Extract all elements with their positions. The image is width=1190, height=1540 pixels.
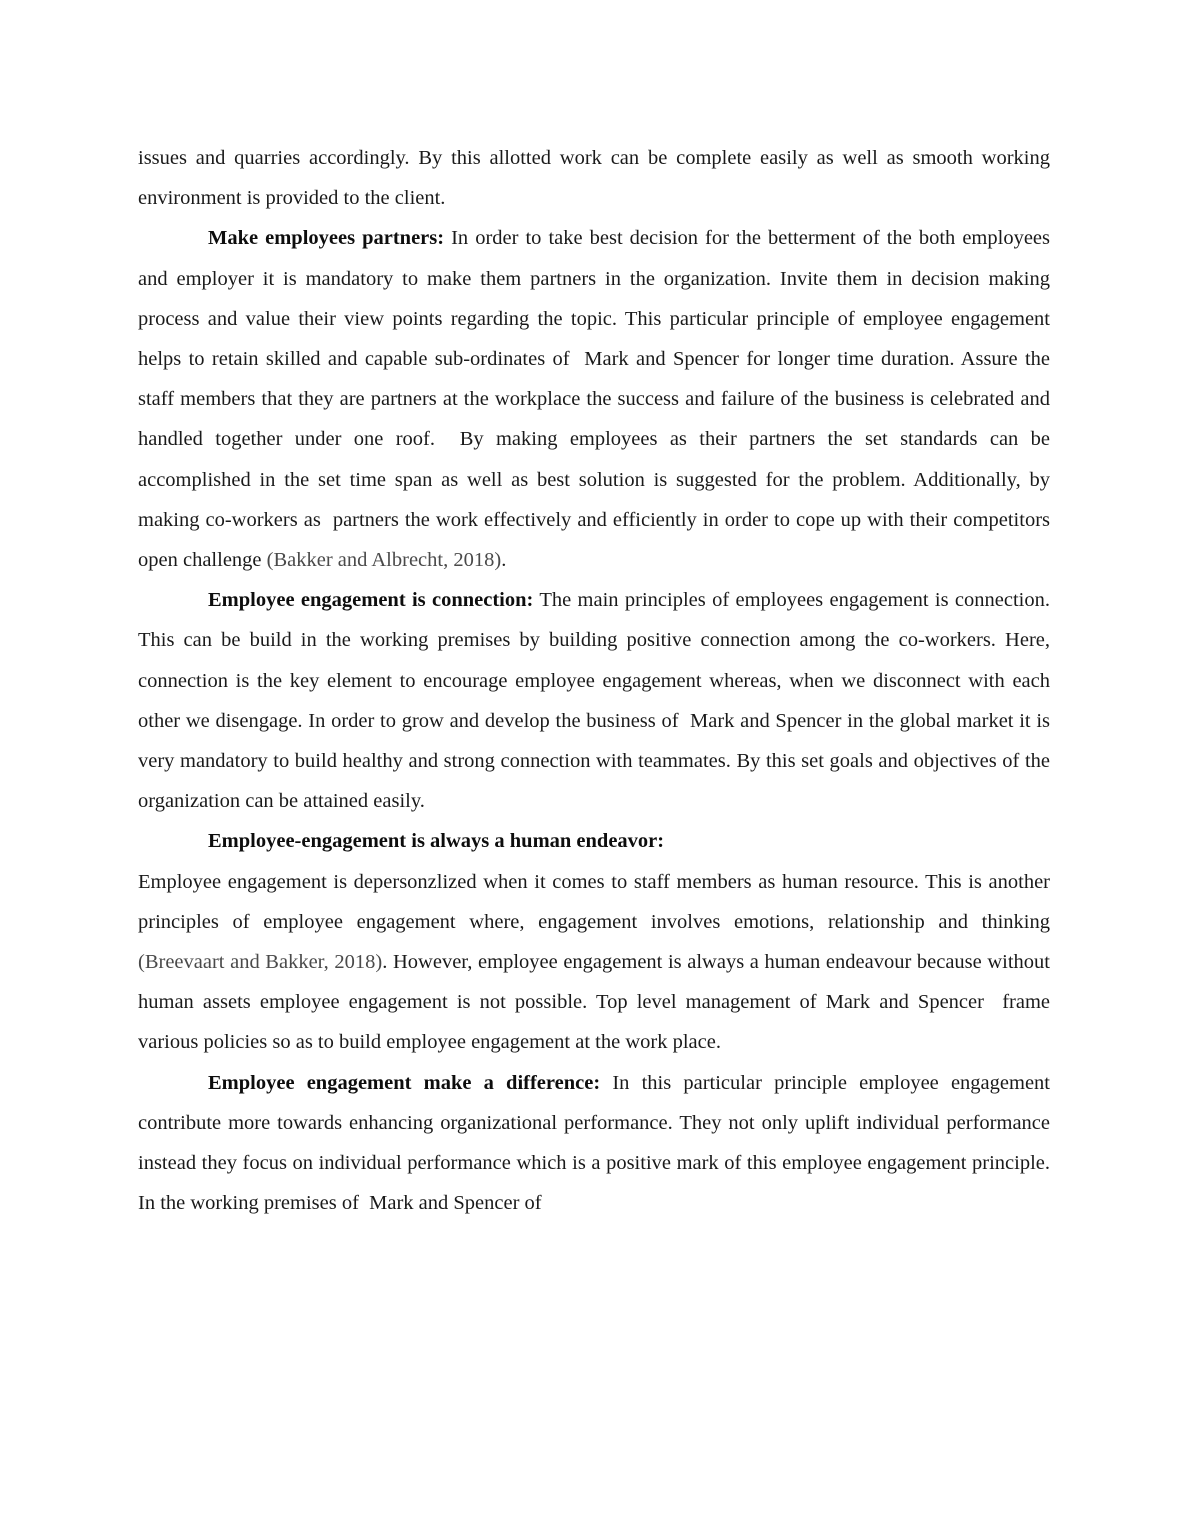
paragraph-make-employees-partners [138,218,1056,580]
run-in-heading-make-a-difference: Employee engagement make a difference: [208,1071,601,1094]
paragraph-text-make-employees-partners: In order to take best decision for the betterment of the both employees and employer it is mandatory to make them partners in the organization. Invite them in decision making process and value their view points regarding the topic. This particular principle of employee engagement helps to retain skilled and capable sub-ordinates of Mark and Spencer for longer time duration. Assure the staff members that they are partners at the workplace the success and failure of the business is celebrated and handled together under one roof. By making employees as their partners the set standards can be accomplished in the set time span as well as best solution is suggested for the problem. Additionally, by making co-workers as partners the work effectively and efficiently in order to cope up with their competitors open challenge [138,227,1056,572]
paragraph-text-employee-engagement-is-connection: The main principles of employees engagement is connection. This can be build in the working premises by building positive connection among the co-workers. Here, connection is the key element to encourage employee engagement whereas, when we disconnect with each other we disengage. In order to grow and develop the business of Mark and Spencer in the global market it is very mandatory to build healthy and strong connection with teammates. By this set goals and objectives of the organization can be attained easily. [138,589,1061,813]
citation-breevaart-bakker: (Breevaart and Bakker, 2018) [138,951,383,974]
paragraph-employee-engagement-is-connection [138,580,1061,821]
run-in-heading-make-employees-partners: Make employees partners: [208,227,445,250]
heading-employee-engagement-human-endeavor: Employee-engagement is always a human endeavor: [208,830,665,853]
paragraph-text-human-endeavor-tail: . However, employee engagement is always a human endeavour because without human assets employee engagement is not possible. Top level management of Mark and Spencer frame various policies so as to build employee engagement at the work place. [138,951,1056,1054]
document-body [138,138,1061,1223]
paragraph-text-make-a-difference: In this particular principle employee engagement contribute more towards enhancing organizational performance. They not only uplift individual performance instead they focus on individual performance which is a positive mark of this employee engagement principle. In the working premises of Mark and Spencer of [138,1071,1056,1215]
paragraph-text-human-endeavor-lead: Employee engagement is depersonzlized when it comes to staff members as human resource. This is another principles of employee engagement where, engagement involves emotions, relationship and thinking [138,870,1056,933]
citation-bakker-albrecht: (Bakker and Albrecht, 2018) [266,549,502,572]
paragraph-make-a-difference [138,1063,1056,1224]
paragraph-human-endeavor [138,862,1056,1063]
paragraph-tail-make-employees-partners: . [501,549,507,572]
paragraph-continuation: issues and quarries accordingly. By this allotted work can be complete easily as well as smooth working environment is provided to the client. [138,147,1056,210]
run-in-heading-employee-engagement-is-connection: Employee engagement is connection: [208,589,534,612]
